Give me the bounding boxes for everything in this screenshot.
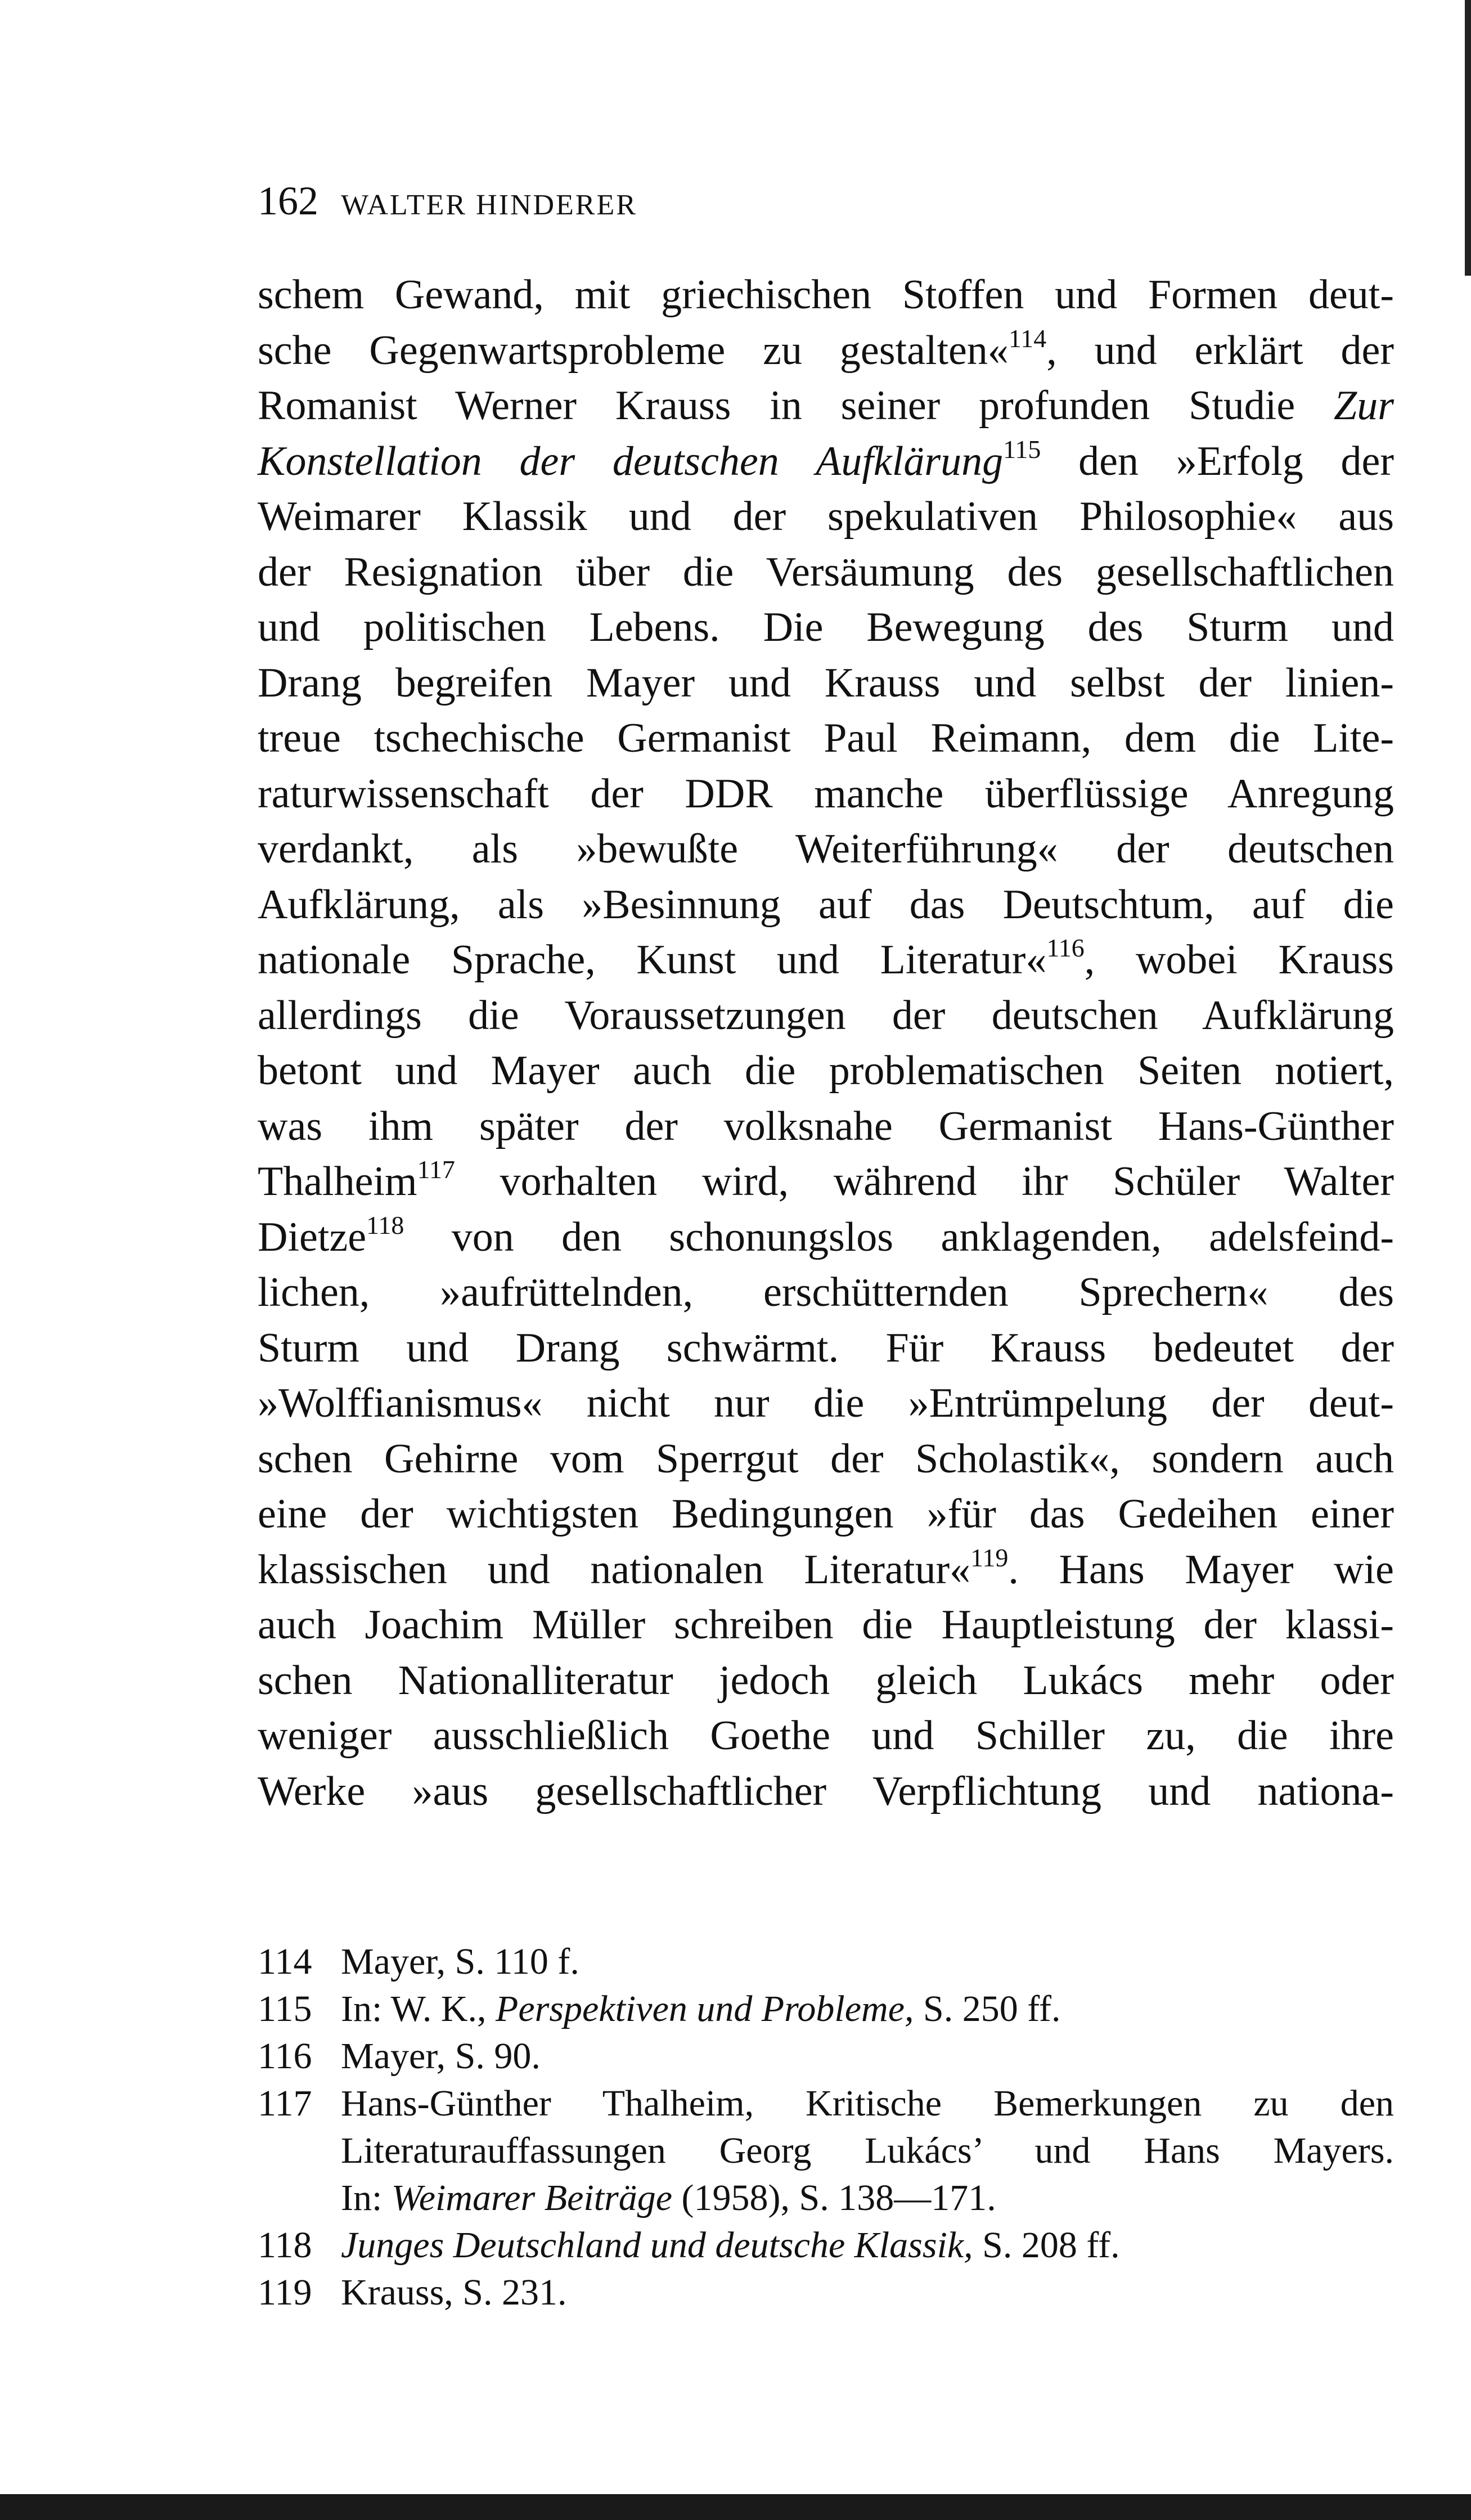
text-run: »Wolffianismus« nicht nur die »Entrümpelung der deut- [258,1380,1394,1426]
text-run: vorhalten wird, während ihr Schüler Walter [455,1158,1394,1205]
footnote-line [341,2269,1394,2316]
italic-title: Zur [1334,383,1394,429]
text-line [258,1043,1394,1099]
text-run: raturwissenschaft der DDR manche überflüssige Anregung [258,770,1394,817]
footnote-reference: 118 [366,1210,404,1239]
text-line [258,1154,1394,1210]
text-line [258,434,1394,489]
text-line [258,1653,1394,1709]
text-line [258,489,1394,545]
text-run: , wobei Krauss [1084,937,1394,983]
text-line [258,1099,1394,1155]
text-run: eine der wichtigsten Bedingungen »für das Gedeihen einer [258,1491,1394,1537]
text-run: Sturm und Drang schwärmt. Für Krauss bedeutet der [258,1324,1394,1371]
text-run: In: [341,2177,392,2218]
italic-title: Junges Deutschland und deutsche Klassik, [341,2225,973,2266]
footnote-text [341,1986,1394,2033]
text-run: In: W. K., [341,1988,496,2029]
italic-title: Konstellation der deutschen Aufklärung [258,438,1004,484]
text-run: , und erklärt der [1046,327,1394,374]
text-run: Thalheim [258,1158,417,1205]
footnote-text [341,1938,1394,1986]
footnote-reference: 115 [1003,434,1041,464]
text-run: allerdings die Voraussetzungen der deutschen Aufklärung [258,992,1394,1039]
text-run: Dietze [258,1214,367,1260]
text-run: Krauss, S. 231. [341,2272,567,2313]
footnote-reference: 116 [1046,933,1085,962]
text-run: Weimarer Klassik und der spekulativen Philosophie« aus [258,493,1394,540]
text-run: was ihm später der volksnahe Germanist Hans-Günther [258,1103,1394,1149]
text-run: S. 250 ff. [914,1988,1061,2029]
text-line [258,1210,1394,1265]
footnote-line [341,2127,1394,2175]
text-run: und politischen Lebens. Die Bewegung des Sturm und [258,604,1394,650]
text-run: den »Erfolg der [1041,438,1394,484]
text-line [258,1486,1394,1542]
text-line [258,1431,1394,1487]
body-text [258,267,1394,1819]
footnote-number: 116 [258,2036,312,2077]
footnote-line [341,2080,1394,2127]
text-line [258,655,1394,711]
text-run: treue tschechische Germanist Paul Reimann, dem die Lite- [258,715,1394,761]
text-line [258,1376,1394,1431]
text-run: schen Nationalliteratur jedoch gleich Lukács mehr oder [258,1657,1394,1704]
text-line [258,545,1394,600]
text-line [258,988,1394,1044]
footnote-reference: 119 [970,1543,1009,1572]
text-line [258,1708,1394,1764]
text-line [258,323,1394,379]
footnote [258,2033,1394,2080]
text-line [258,766,1394,822]
scan-bottom-edge [0,2494,1471,2520]
footnote [258,1986,1394,2033]
text-run: klassischen und nationalen Literatur« [258,1546,971,1593]
footnote-line [341,1938,1394,1986]
text-line [258,1764,1394,1820]
running-head: WALTER HINDERER [341,189,637,221]
text-run: verdankt, als »bewußte Weiterführung« der deutschen [258,826,1394,872]
text-run: Literaturauffassungen Georg Lukács’ und Hans Mayers. [341,2130,1394,2171]
text-run: Mayer, S. 90. [341,2036,541,2077]
text-run: sche Gegenwartsprobleme zu gestalten« [258,327,1009,374]
text-line [258,1542,1394,1598]
text-run: weniger ausschließlich Goethe und Schiller zu, die ihre [258,1713,1394,1759]
text-line [258,378,1394,434]
text-run: Aufklärung, als »Besinnung auf das Deutschtum, auf die [258,881,1394,928]
text-line [258,267,1394,323]
footnote-number: 117 [258,2083,312,2124]
text-run: Mayer, S. 110 f. [341,1941,579,1982]
footnote-text [341,2080,1394,2222]
text-line [258,1597,1394,1653]
footnote-line [341,2175,1394,2222]
text-line [258,1320,1394,1376]
footnote-number: 114 [258,1941,312,1982]
text-run: auch Joachim Müller schreiben die Hauptleistung der klassi- [258,1602,1394,1648]
text-line [258,600,1394,655]
text-run: (1958), S. 138—171. [672,2177,996,2218]
footnote-number: 119 [258,2272,312,2313]
text-run: der Resignation über die Versäumung des gesellschaftlichen [258,549,1394,595]
text-line [258,877,1394,933]
text-line [258,821,1394,877]
text-line [258,711,1394,766]
text-line [258,932,1394,988]
running-header [258,176,637,231]
text-run: schen Gehirne vom Sperrgut der Scholastik«, sondern auch [258,1435,1394,1482]
text-run: . Hans Mayer wie [1008,1546,1394,1593]
footnote-text [341,2269,1394,2316]
text-run: von den schonungslos anklagenden, adelsfeind- [404,1214,1394,1260]
footnote [258,2269,1394,2316]
text-run: nationale Sprache, Kunst und Literatur« [258,937,1047,983]
footnote [258,2222,1394,2269]
footnote-text [341,2033,1394,2080]
footnote-number: 118 [258,2225,312,2266]
page-number: 162 [258,178,318,223]
text-run: Romanist Werner Krauss in seiner profunden Studie [258,383,1334,429]
footnote [258,1938,1394,1986]
page-edge-rule [1465,0,1471,276]
footnote [258,2080,1394,2222]
footnotes [258,1938,1394,2316]
text-run: schem Gewand, mit griechischen Stoffen und Formen deut- [258,272,1394,318]
italic-title: Weimarer Beiträge [391,2177,673,2218]
footnote-number: 115 [258,1988,312,2029]
italic-title: Perspektiven und Probleme, [496,1988,914,2029]
text-run: betont und Mayer auch die problematischen Seiten notiert, [258,1048,1394,1094]
text-run: S. 208 ff. [973,2225,1120,2266]
text-run: Drang begreifen Mayer und Krauss und selbst der linien- [258,659,1394,706]
footnote-reference: 114 [1008,324,1047,353]
footnote-reference: 117 [417,1155,455,1184]
footnote-line [341,1986,1394,2033]
footnote-text [341,2222,1394,2269]
text-line [258,1265,1394,1320]
text-run: lichen, »aufrüttelnden, erschütternden Sprechern« des [258,1269,1394,1315]
text-run: Hans-Günther Thalheim, Kritische Bemerkungen zu den [341,2083,1394,2124]
footnote-line [341,2033,1394,2080]
footnote-line [341,2222,1394,2269]
text-run: Werke »aus gesellschaftlicher Verpflichtung und nationa- [258,1768,1394,1814]
